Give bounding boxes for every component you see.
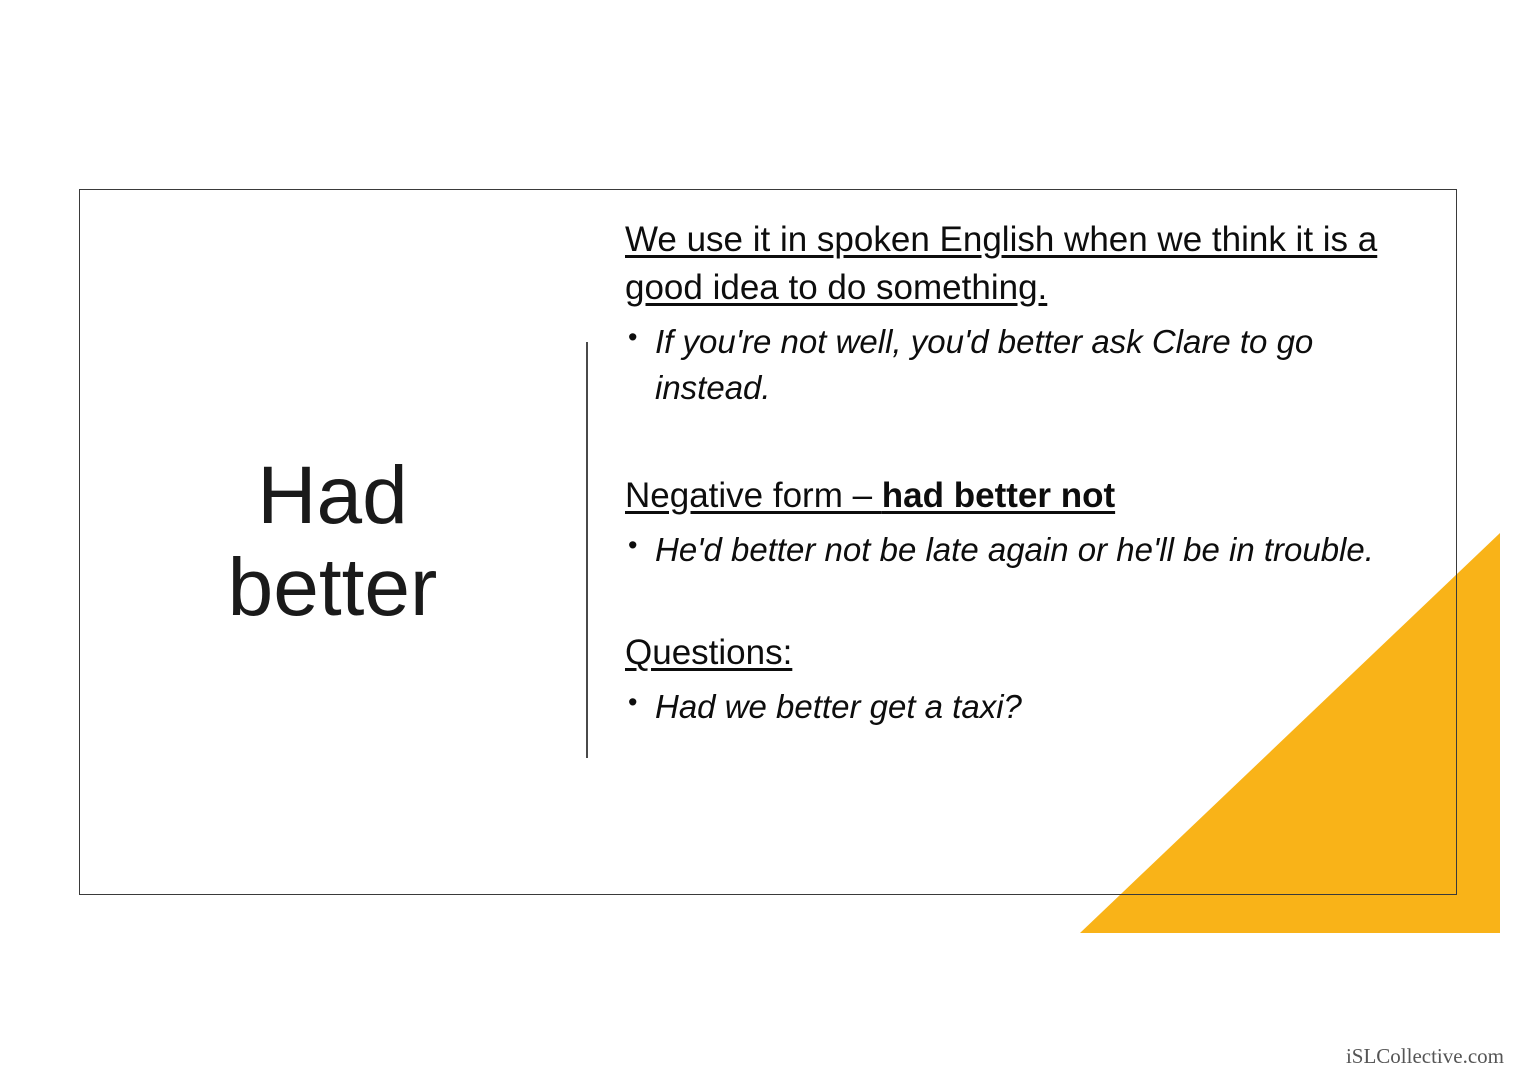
- page-title-line-2: better: [227, 542, 438, 633]
- spacer-after-intro: [625, 414, 1415, 472]
- negative-form-heading-bold: had better not: [881, 476, 1116, 516]
- slide-title-area: [80, 190, 585, 894]
- slide-frame: [79, 189, 1457, 895]
- negative-form-heading-plain: Negative form –: [625, 476, 882, 516]
- slide-content-column: [625, 216, 1415, 733]
- list-item: • He'd better not be late again or he'll be in trouble.: [625, 527, 1415, 574]
- vertical-divider: [586, 342, 588, 758]
- page-title-line-1: Had: [257, 450, 408, 542]
- site-watermark: iSLCollective.com: [1345, 1044, 1504, 1068]
- negative-form-heading: [625, 472, 1415, 520]
- intro-heading: We use it in spoken English when we think it is a good idea to do something.: [625, 220, 1378, 308]
- list-item: • Had we better get a taxi?: [625, 684, 1415, 731]
- spacer-after-negative: [625, 575, 1415, 629]
- intro-bullet-list: [625, 319, 1415, 413]
- page-title: [228, 450, 438, 634]
- questions-heading: Questions:: [625, 633, 793, 673]
- negative-bullet-list: [625, 527, 1415, 574]
- questions-bullet-list: [625, 684, 1415, 731]
- list-item: • If you're not well, you'd better ask Clare to go instead.: [625, 319, 1415, 413]
